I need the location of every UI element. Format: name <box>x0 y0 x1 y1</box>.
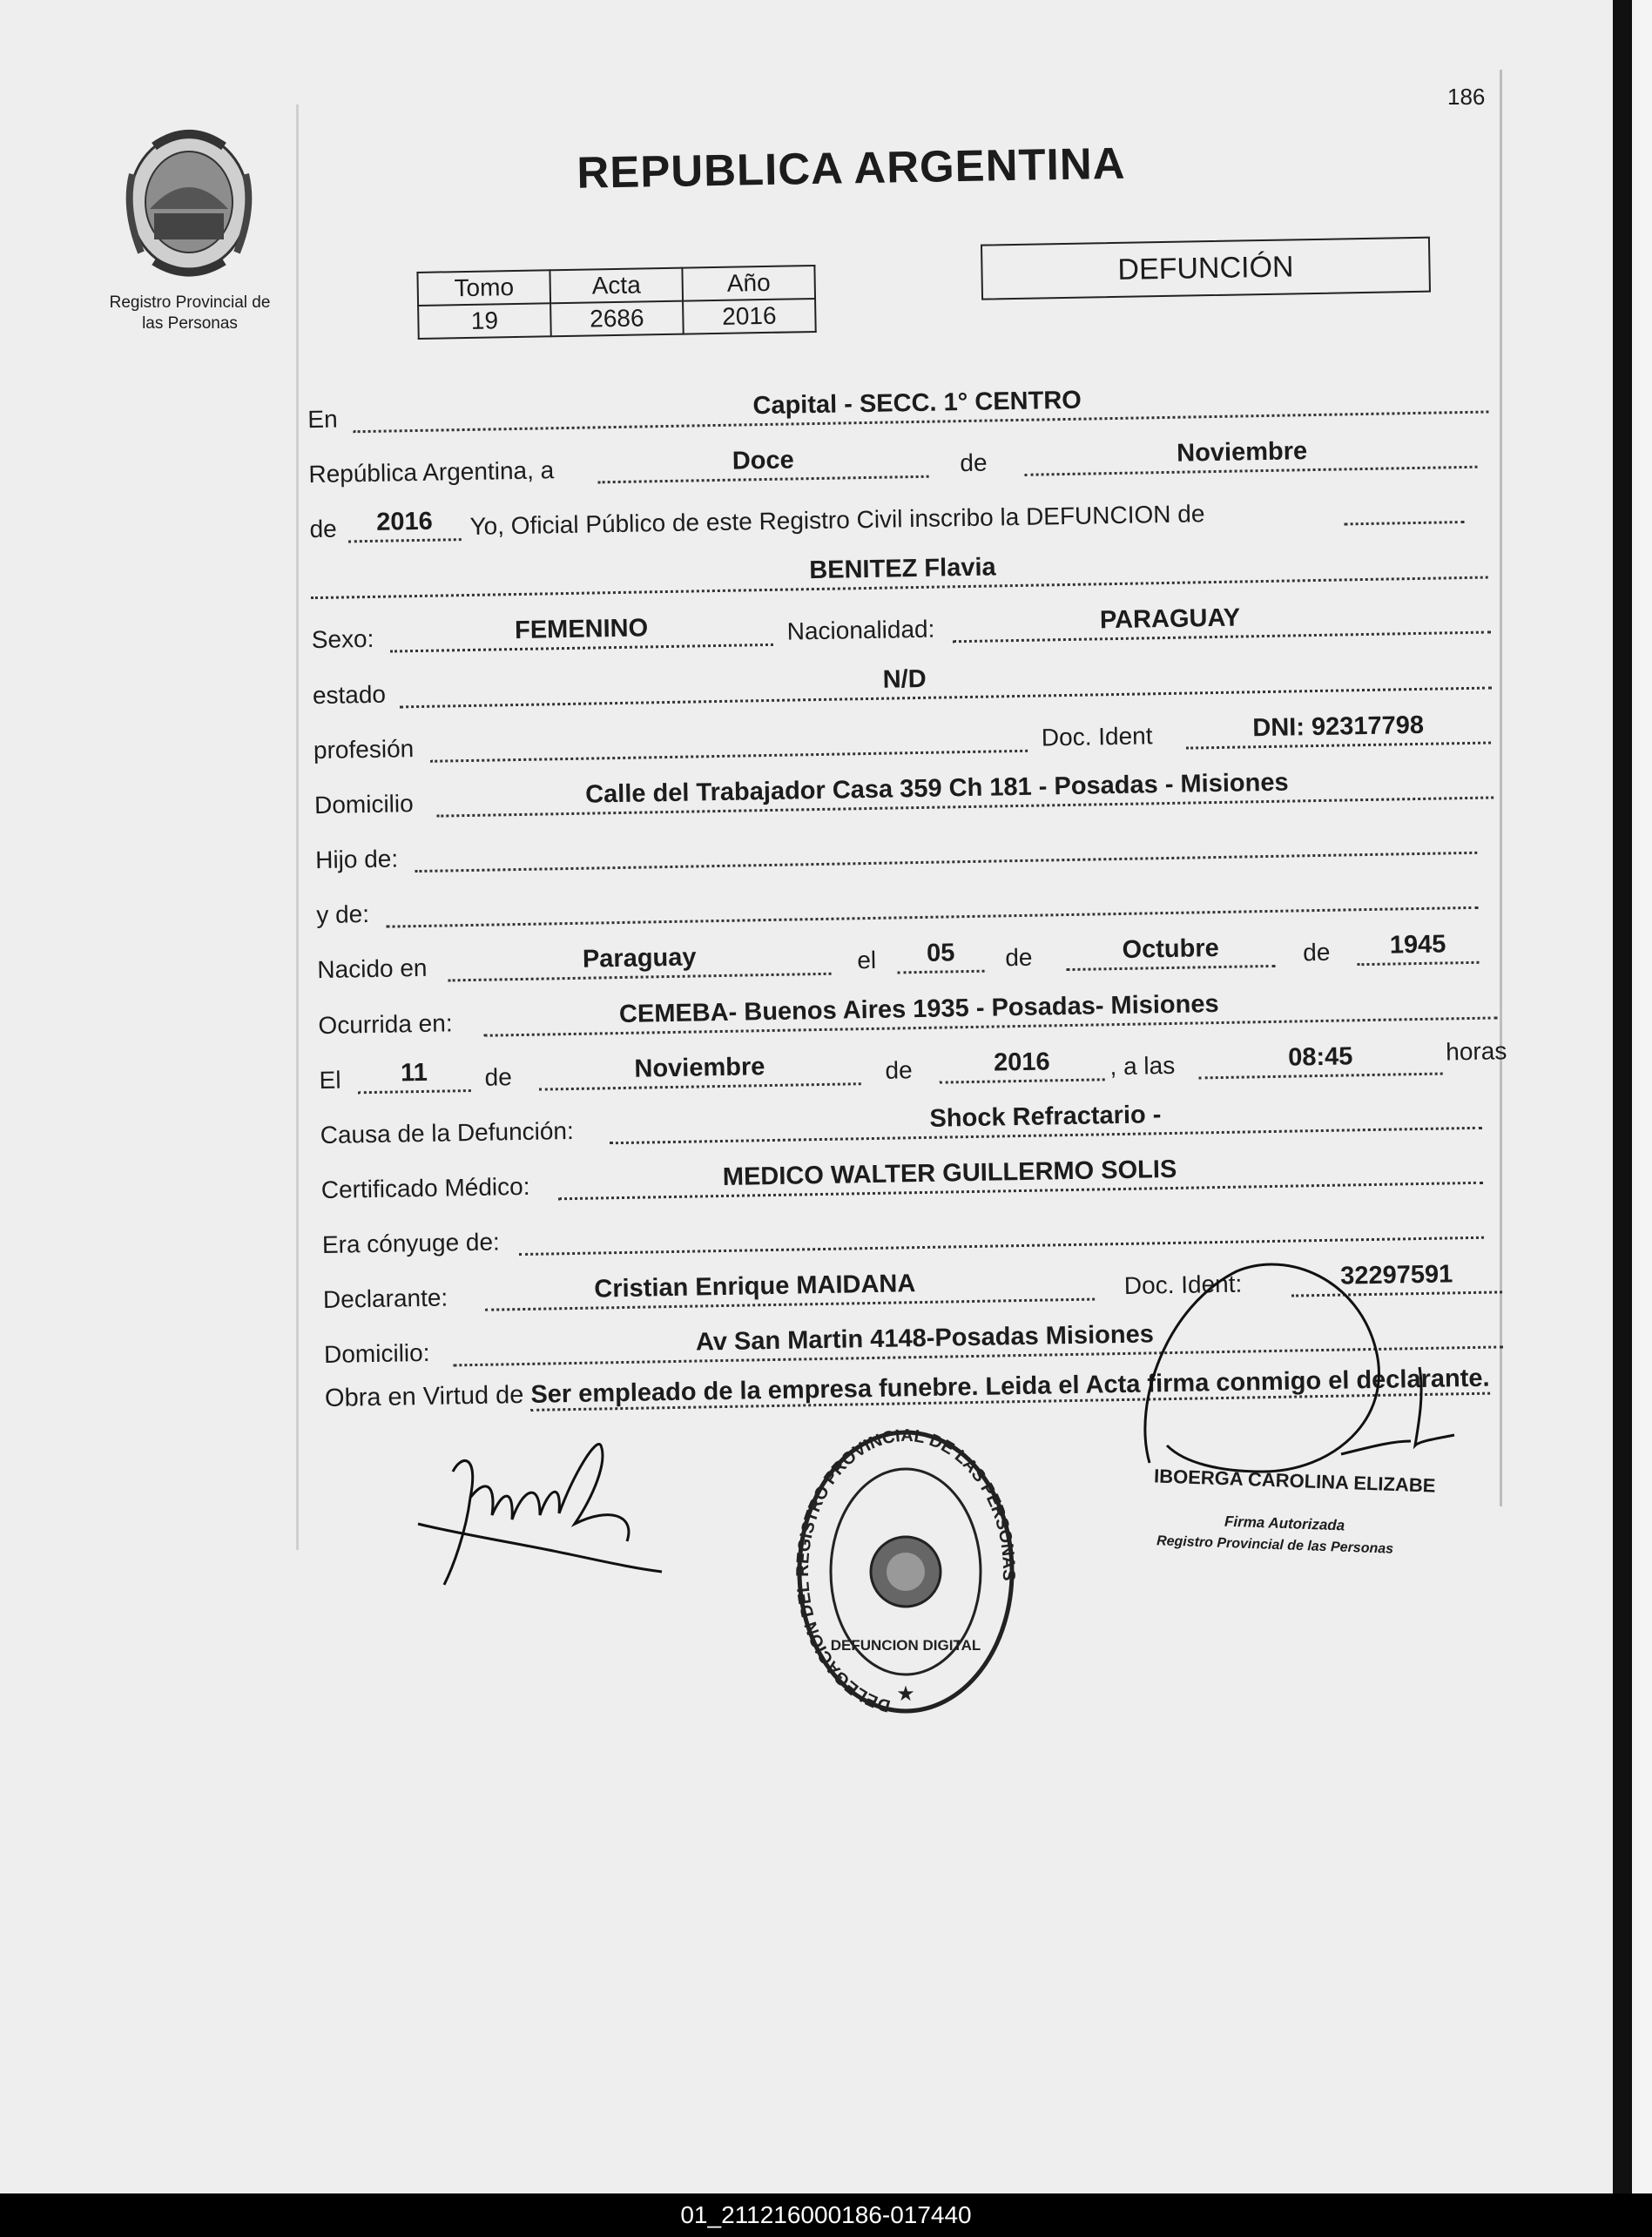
label-sexo: Sexo: <box>311 624 374 654</box>
label-de: de <box>1302 938 1331 967</box>
field-nombre: BENITEZ Flavia <box>809 553 996 585</box>
label-de: de <box>309 515 337 543</box>
label-de: de <box>484 1063 513 1091</box>
value-anio: 2016 <box>683 299 816 334</box>
label-domicilio: Domicilio: <box>323 1338 430 1369</box>
field-nac-anio: 1945 <box>1389 930 1446 960</box>
stamp-ring-text: DELEGACION DEL REGISTRO PROVINCIAL DE LAS PERSONAS <box>793 1425 1019 1716</box>
row-domicilio <box>314 764 1500 823</box>
label-obra: Obra en Virtud de <box>324 1381 524 1413</box>
field-y-de <box>386 904 1478 923</box>
label-doc-ident: Doc. Ident <box>1041 722 1153 751</box>
field-dia: Doce <box>732 446 794 475</box>
file-id-footer: 01_211216000186-017440 <box>0 2193 1652 2237</box>
label-el: El <box>319 1066 341 1095</box>
value-acta: 2686 <box>550 301 684 337</box>
stamp-inner-text: DEFUNCION DIGITAL <box>830 1637 981 1654</box>
field-nac-mes: Octubre <box>1122 934 1219 964</box>
field-declarante-doc: 32297591 <box>1339 1260 1453 1290</box>
row-nombre <box>310 543 1495 603</box>
label-de: de <box>885 1056 913 1084</box>
declarant-signature <box>401 1419 679 1594</box>
row-nacimiento <box>317 928 1502 987</box>
act-type-box: DEFUNCIÓN <box>981 237 1431 300</box>
field-declarante-domicilio: Av San Martin 4148-Posadas Misiones <box>695 1320 1155 1357</box>
row-sexo <box>311 598 1496 657</box>
field-hijo-de <box>415 849 1477 867</box>
field-def-dia: 11 <box>400 1058 428 1088</box>
row-estado <box>312 654 1497 713</box>
registrar-name: IBOERGA CAROLINA ELIZABE <box>1153 1465 1436 1497</box>
field-def-anio: 2016 <box>993 1048 1050 1077</box>
row-y-de <box>316 873 1501 933</box>
row-hijo-de <box>315 819 1500 878</box>
label-yo: Yo, Oficial Público de este Registro Civil inscribo la DEFUNCION de <box>469 500 1205 540</box>
field-sexo: FEMENINO <box>514 614 649 645</box>
official-stamp <box>792 1424 1019 1720</box>
record-table <box>416 265 816 340</box>
value-tomo: 19 <box>418 303 551 339</box>
field-causa: Shock Refractario - <box>929 1101 1162 1133</box>
field-certificado: MEDICO WALTER GUILLERMO SOLIS <box>722 1155 1177 1191</box>
registrar-role: Firma Autorizada <box>1224 1513 1345 1534</box>
page-number: 186 <box>1447 84 1486 110</box>
label-estado: estado <box>312 680 387 710</box>
label-el: el <box>857 946 877 974</box>
label-de: de <box>1005 943 1033 972</box>
label-domicilio: Domicilio <box>314 790 414 819</box>
label-profesion: profesión <box>313 735 415 765</box>
field-def-mes: Noviembre <box>634 1053 765 1083</box>
page-title: REPUBLICA ARGENTINA <box>576 138 1126 198</box>
row-lugar <box>307 378 1493 437</box>
row-profesion <box>314 709 1499 768</box>
header-acta: Acta <box>550 268 683 304</box>
dotted-line <box>898 969 985 974</box>
dotted-line <box>348 537 462 542</box>
field-anio: 2016 <box>375 507 433 536</box>
label-de: de <box>960 448 988 477</box>
dotted-line <box>387 906 1479 928</box>
dotted-line <box>940 1077 1105 1083</box>
field-doc: DNI: 92317798 <box>1252 711 1425 743</box>
label-declarante: Declarante: <box>322 1284 448 1314</box>
label-doc-ident: Doc. Ident: <box>1123 1270 1243 1299</box>
row-causa <box>320 1094 1505 1153</box>
label-certificado: Certificado Médico: <box>320 1172 530 1204</box>
field-nac-dia: 05 <box>926 939 955 967</box>
field-conyuge <box>519 1234 1484 1250</box>
label-y-de: y de: <box>316 900 370 929</box>
registrar-office: Registro Provincial de las Personas <box>1156 1533 1394 1557</box>
field-domicilio: Calle del Trabajador Casa 359 Ch 181 - Posadas - Misiones <box>584 768 1289 809</box>
label-a-las: , a las <box>1109 1051 1176 1081</box>
label-nacionalidad: Nacionalidad: <box>786 615 935 645</box>
row-fecha <box>308 433 1494 492</box>
label-ocurrida-en: Ocurrida en: <box>318 1009 453 1040</box>
row-fecha-defuncion <box>319 1037 1507 1098</box>
dotted-line <box>519 1236 1484 1256</box>
dotted-line <box>415 851 1477 873</box>
field-obra: Ser empleado de la empresa funebre. Leida el Acta firma conmigo el declarante. <box>530 1364 1490 1412</box>
dotted-line <box>1357 960 1479 966</box>
dotted-line <box>430 749 1028 763</box>
header-anio: Año <box>682 266 815 301</box>
dotted-line <box>358 1088 471 1094</box>
field-lugar: Capital - SECC. 1° CENTRO <box>752 386 1082 421</box>
header-tomo: Tomo <box>417 270 550 306</box>
star-icon: ★ <box>896 1682 915 1706</box>
field-nacido-en: Paraguay <box>582 943 697 974</box>
row-inscripcion <box>309 488 1494 547</box>
row-certificado <box>320 1149 1506 1208</box>
field-estado: N/D <box>882 664 927 694</box>
field-nacionalidad: PARAGUAY <box>1099 603 1241 635</box>
field-mes: Noviembre <box>1176 437 1308 468</box>
label-nacido-en: Nacido en <box>317 953 428 984</box>
field-declarante: Cristian Enrique MAIDANA <box>594 1270 916 1304</box>
record-value-row <box>418 299 816 339</box>
registrar-signature <box>1132 1254 1498 1498</box>
registry-label: Registro Provincial de las Personas <box>109 293 271 333</box>
label-conyuge: Era cónyuge de: <box>321 1228 501 1259</box>
dotted-line <box>1345 520 1465 525</box>
field-hora: 08:45 <box>1287 1042 1353 1072</box>
label-horas: horas <box>1445 1037 1507 1066</box>
row-ocurrida <box>318 984 1503 1043</box>
label-hijo-de: Hijo de: <box>314 845 399 874</box>
label-causa: Causa de la Defunción: <box>320 1116 575 1149</box>
field-ocurrida-en: CEMEBA- Buenos Aires 1935 - Posadas- Misiones <box>618 990 1219 1029</box>
label-republica: República Argentina, a <box>308 456 555 489</box>
label-en: En <box>307 405 338 434</box>
